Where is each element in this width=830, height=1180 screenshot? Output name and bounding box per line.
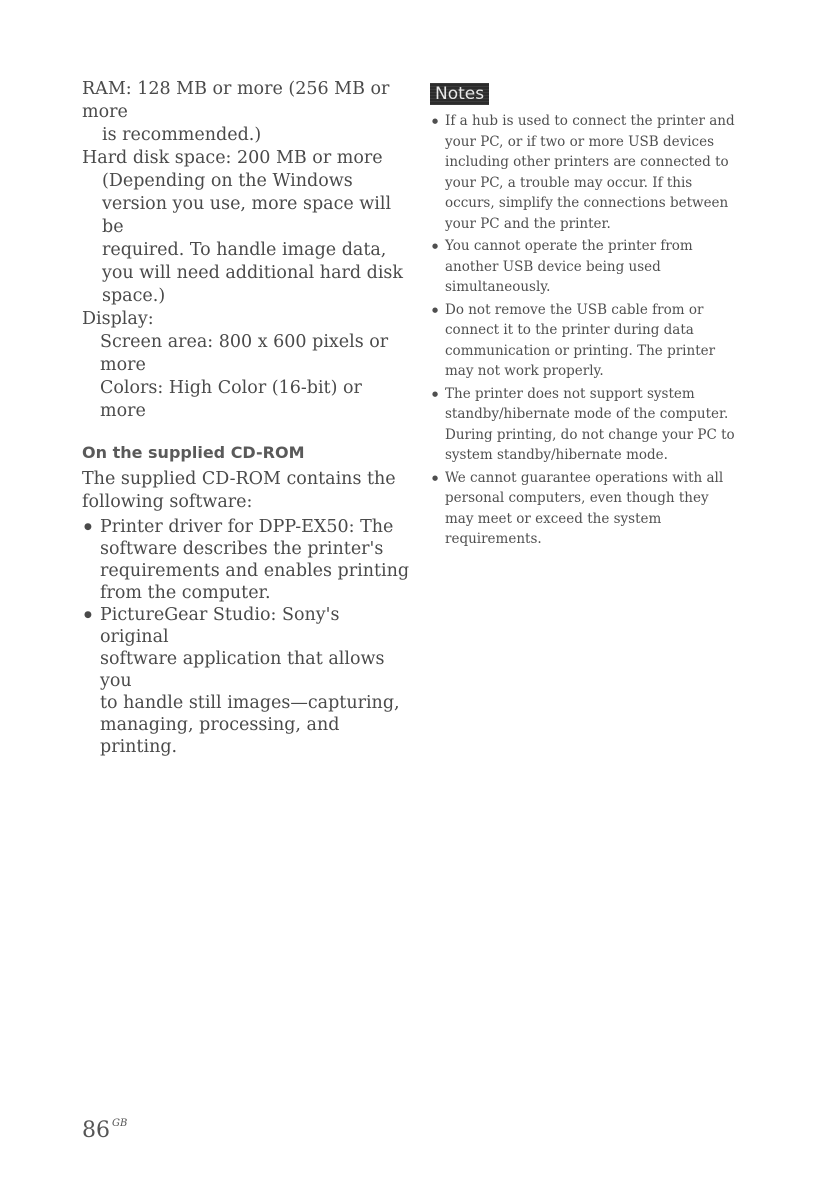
note-item	[430, 236, 775, 298]
hdd-line-3: version you use, more space will be	[102, 194, 392, 237]
screen-area: Screen area: 800 x 600 pixels or more	[100, 332, 389, 375]
note-item	[430, 384, 775, 466]
hdd-line-5: you will need additional hard disk	[102, 263, 404, 283]
bullet-icon: ●	[432, 242, 439, 250]
note-line: If a hub is used to connect the printer and	[445, 113, 735, 129]
bullet-icon: ●	[84, 610, 92, 620]
software-item-line: PictureGear Studio: Sony's original	[100, 605, 340, 647]
hdd-line-1: Hard disk space: 200 MB or more	[82, 148, 383, 168]
notes-list	[430, 111, 775, 550]
note-line: Do not remove the USB cable from or	[445, 301, 704, 318]
software-item-line: software describes the printer's	[100, 539, 384, 559]
note-line: simultaneously.	[445, 279, 551, 295]
software-item-line: Printer driver for DPP-EX50: The	[100, 517, 394, 537]
software-list	[82, 516, 412, 758]
software-item-line: requirements and enables printing	[100, 561, 410, 581]
hdd-requirement	[82, 147, 412, 308]
note-line: your PC, a trouble may occur. If this	[445, 174, 693, 191]
note-line: your PC, or if two or more USB devices	[445, 133, 715, 150]
software-item-printer-driver	[82, 516, 412, 604]
software-item-line: to handle still images—capturing,	[100, 693, 400, 713]
note-line: You cannot operate the printer from	[445, 238, 693, 254]
bullet-icon: ●	[432, 473, 439, 482]
ram-line-1: RAM: 128 MB or more (256 MB or more	[82, 79, 390, 122]
note-line: We cannot guarantee operations with all	[445, 469, 724, 486]
note-line: system standby/hibernate mode.	[445, 447, 668, 463]
ram-requirement	[82, 78, 412, 147]
note-line: connect it to the printer during data	[445, 322, 694, 338]
note-item	[430, 300, 775, 382]
note-line: may not work properly.	[445, 363, 604, 379]
note-line: standby/hibernate mode of the computer.	[445, 406, 729, 422]
note-line: including other printers are connected to	[445, 154, 729, 170]
page-number	[82, 1118, 127, 1143]
display-requirement	[82, 308, 412, 423]
software-item-line: software application that allows you	[100, 649, 385, 691]
language-code: GB	[112, 1118, 128, 1129]
notes-column	[430, 83, 775, 552]
note-line: The printer does not support system	[445, 385, 695, 402]
hdd-line-2: (Depending on the Windows	[102, 171, 353, 191]
display-label: Display:	[82, 309, 154, 329]
bullet-icon: ●	[432, 117, 439, 125]
page-number-value: 86	[82, 1118, 110, 1143]
cdrom-heading: On the supplied CD-ROM	[82, 443, 305, 462]
ram-line-2: is recommended.)	[102, 125, 262, 145]
hdd-line-6: space.)	[102, 286, 166, 306]
note-line: your PC and the printer.	[445, 215, 611, 232]
note-line: requirements.	[445, 531, 542, 547]
note-line: another USB device being used	[445, 258, 661, 275]
note-line: During printing, do not change your PC to	[445, 426, 735, 443]
note-line: occurs, simplify the connections between	[445, 195, 729, 211]
system-requirements-column	[82, 78, 412, 758]
note-item	[430, 468, 775, 550]
software-item-line: managing, processing, and printing.	[100, 715, 340, 757]
cdrom-intro-line-1: The supplied CD-ROM contains the	[82, 469, 396, 489]
note-item	[430, 111, 775, 234]
bullet-icon: ●	[432, 305, 439, 314]
note-line: personal computers, even though they	[445, 490, 709, 506]
hdd-line-4: required. To handle image data,	[102, 240, 387, 260]
bullet-icon: ●	[84, 522, 92, 532]
note-line: may meet or exceed the system	[445, 510, 662, 527]
cdrom-intro-line-2: following software:	[82, 492, 253, 512]
software-item-line: from the computer.	[100, 583, 271, 603]
colors: Colors: High Color (16-bit) or more	[100, 378, 362, 421]
bullet-icon: ●	[432, 389, 439, 398]
note-line: communication or printing. The printer	[445, 342, 716, 359]
notes-badge: Notes	[430, 83, 489, 105]
software-item-picturegear	[82, 604, 412, 758]
